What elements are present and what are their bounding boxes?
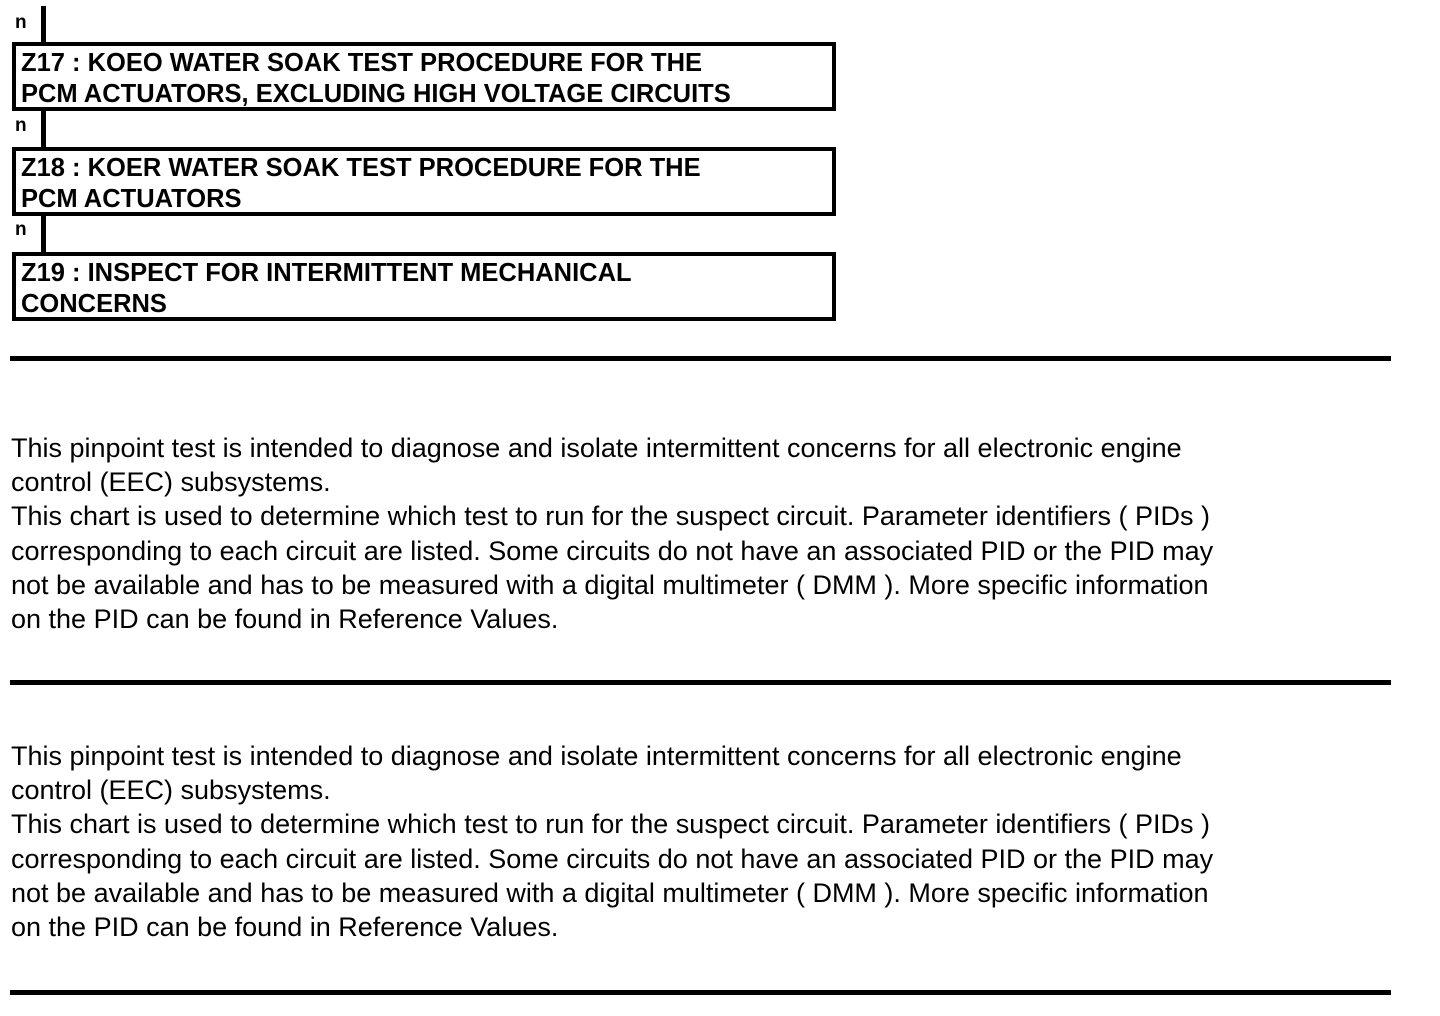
intro-paragraph <box>11 739 1411 944</box>
step-text-line: Z18 : KOER WATER SOAK TEST PROCEDURE FOR THE <box>21 154 701 182</box>
step-box-z19[interactable] <box>12 252 836 321</box>
branch-label-no: n <box>15 219 27 240</box>
paragraph-line: corresponding to each circuit are listed. Some circuits do not have an associated PID or the PID may <box>11 535 1214 566</box>
step-text-z19 <box>21 258 828 320</box>
paragraph-line: This chart is used to determine which test to run for the suspect circuit. Parameter identifiers ( PIDs ) <box>11 809 1210 840</box>
step-text-line: Z17 : KOEO WATER SOAK TEST PROCEDURE FOR THE <box>21 49 702 77</box>
paragraph-line: corresponding to each circuit are listed. Some circuits do not have an associated PID or the PID may <box>11 843 1214 874</box>
flow-connector-line <box>41 6 46 44</box>
section-divider <box>10 680 1391 685</box>
paragraph-line: not be available and has to be measured with a digital multimeter ( DMM ). More specific information <box>11 569 1209 600</box>
paragraph-line: This chart is used to determine which test to run for the suspect circuit. Parameter identifiers ( PIDs ) <box>11 501 1210 532</box>
step-text-line: CONCERNS <box>21 290 167 318</box>
paragraph-line: not be available and has to be measured with a digital multimeter ( DMM ). More specific information <box>11 877 1209 908</box>
paragraph-line: on the PID can be found in Reference Values. <box>11 604 559 635</box>
paragraph-line: on the PID can be found in Reference Values. <box>11 912 559 943</box>
paragraph-line: control (EEC) subsystems. <box>11 467 331 498</box>
step-text-line: Z19 : INSPECT FOR INTERMITTENT MECHANICAL <box>21 259 632 287</box>
branch-label-no: n <box>15 115 27 136</box>
branch-label-no: n <box>15 12 27 33</box>
section-divider <box>10 990 1391 995</box>
intro-paragraph <box>11 431 1411 636</box>
paragraph-line: This pinpoint test is intended to diagnose and isolate intermittent concerns for all electronic engine <box>11 741 1182 771</box>
section-divider <box>10 356 1391 361</box>
step-text-z18 <box>21 153 828 215</box>
step-box-z17[interactable] <box>12 42 836 111</box>
flow-connector-line <box>41 111 46 148</box>
step-text-line: PCM ACTUATORS, EXCLUDING HIGH VOLTAGE CIRCUITS <box>21 80 731 108</box>
step-text-z17 <box>21 48 828 110</box>
flow-connector-line <box>41 215 46 253</box>
paragraph-line: control (EEC) subsystems. <box>11 775 331 806</box>
step-text-line: PCM ACTUATORS <box>21 185 242 213</box>
paragraph-line: This pinpoint test is intended to diagnose and isolate intermittent concerns for all electronic engine <box>11 433 1182 463</box>
step-box-z18[interactable] <box>12 147 836 216</box>
